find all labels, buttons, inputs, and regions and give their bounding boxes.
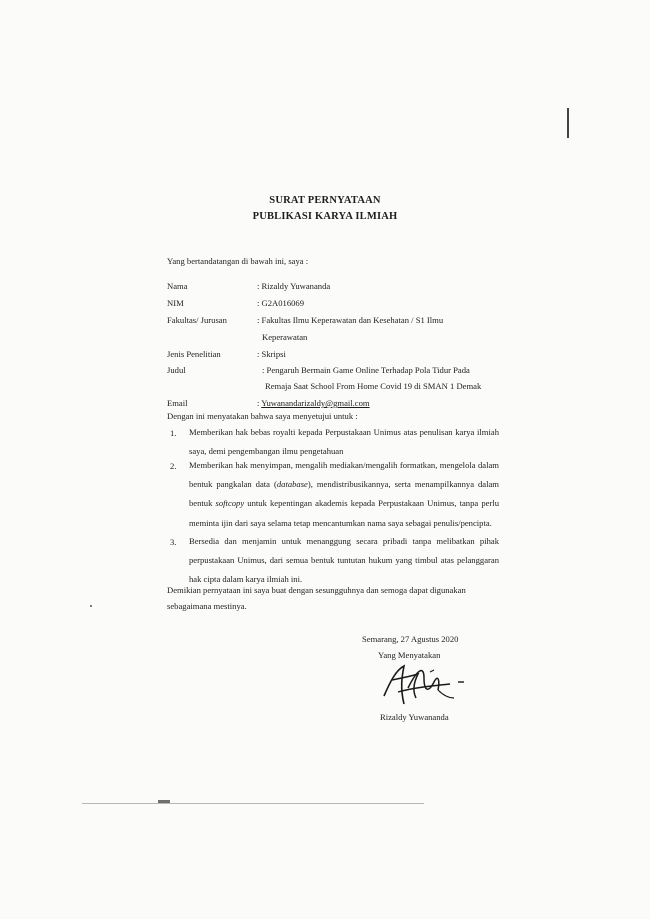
fakultas-value-line2: Keperawatan (262, 332, 308, 342)
item-1-number: 1. (170, 428, 177, 438)
nama-label: Nama (167, 281, 188, 291)
item-3-number: 3. (170, 537, 177, 547)
scan-smudge (158, 800, 170, 803)
fakultas-label: Fakultas/ Jurusan (167, 315, 227, 325)
item-1-text: Memberikan hak bebas royalti kepada Perpustakaan Unimus atas penulisan karya ilmiah saya, demi pengembangan ilmu pengetahuan (189, 427, 499, 457)
place-date: Semarang, 27 Agustus 2020 (362, 634, 459, 644)
jenis-penelitian-label: Jenis Penelitian (167, 349, 221, 359)
fakultas-value-line1: : Fakultas Ilmu Keperawatan dan Kesehatan / S1 Ilmu (257, 315, 444, 325)
item-2-text-part3: untuk kepentingan akademis kepada Perpustakaan Unimus, tanpa perlu meminta ijin dari saya selama tetap mencantumkan nama saya sebagai penulis/pencipta. (189, 498, 500, 528)
email-colon: : (257, 398, 262, 408)
email-value-wrap (257, 398, 370, 408)
item-2-italic-database: database (276, 479, 308, 490)
judul-value-line2: Remaja Saat School From Home Covid 19 di SMAN 1 Demak (265, 381, 482, 391)
signer-name: Rizaldy Yuwananda (380, 712, 449, 722)
item-2-text-part1: Memberikan hak menyimpan, mengalih mediakan/mengalih formatkan, mengelola dalam bentuk pangkalan data ( (189, 460, 499, 490)
closing-line2: sebagaimana mestinya. (167, 601, 247, 611)
nim-value: : G2A016069 (257, 298, 305, 308)
nama-value: : Rizaldy Yuwananda (257, 281, 331, 291)
document-title: SURAT PERNYATAAN (269, 195, 381, 206)
item-3-text: Bersedia dan menjamin untuk menanggung secara pribadi tanpa melibatkan pihak perpustakaan Unimus, dari semua bentuk tuntutan hukum yang timbul atas pelanggaran hak cipta dalam karya ilmiah ini. (189, 536, 499, 585)
intro-text: Yang bertandatangan di bawah ini, saya : (167, 256, 309, 266)
nim-label: NIM (167, 298, 184, 308)
scan-bottom-line (82, 803, 424, 804)
item-2-text-part2: ), mendistribusikannya, serta menampilkannya dalam bentuk (189, 479, 499, 509)
scan-speck (90, 605, 92, 607)
judul-label: Judul (167, 365, 186, 375)
item-2-number: 2. (170, 461, 177, 471)
document-subtitle: PUBLIKASI KARYA ILMIAH (252, 211, 398, 222)
item-2-text (189, 456, 499, 533)
scan-edge-mark (567, 108, 569, 138)
agreement-intro: Dengan ini menyatakan bahwa saya menyetujui untuk : (167, 411, 358, 421)
item-2-italic-softcopy: softcopy (215, 498, 245, 509)
email-link[interactable]: Yuwanandarizaldy@gmail.com (261, 398, 370, 408)
email-label: Email (167, 398, 188, 408)
handwritten-signature (378, 660, 468, 712)
jenis-penelitian-value: : Skripsi (257, 349, 286, 359)
judul-value-line1: : Pengaruh Bermain Game Online Terhadap Pola Tidur Pada (262, 365, 470, 375)
declarer-label: Yang Menyatakan (378, 650, 441, 660)
closing-line1: Demikian pernyataan ini saya buat dengan sesungguhnya dan semoga dapat digunakan (167, 585, 466, 595)
